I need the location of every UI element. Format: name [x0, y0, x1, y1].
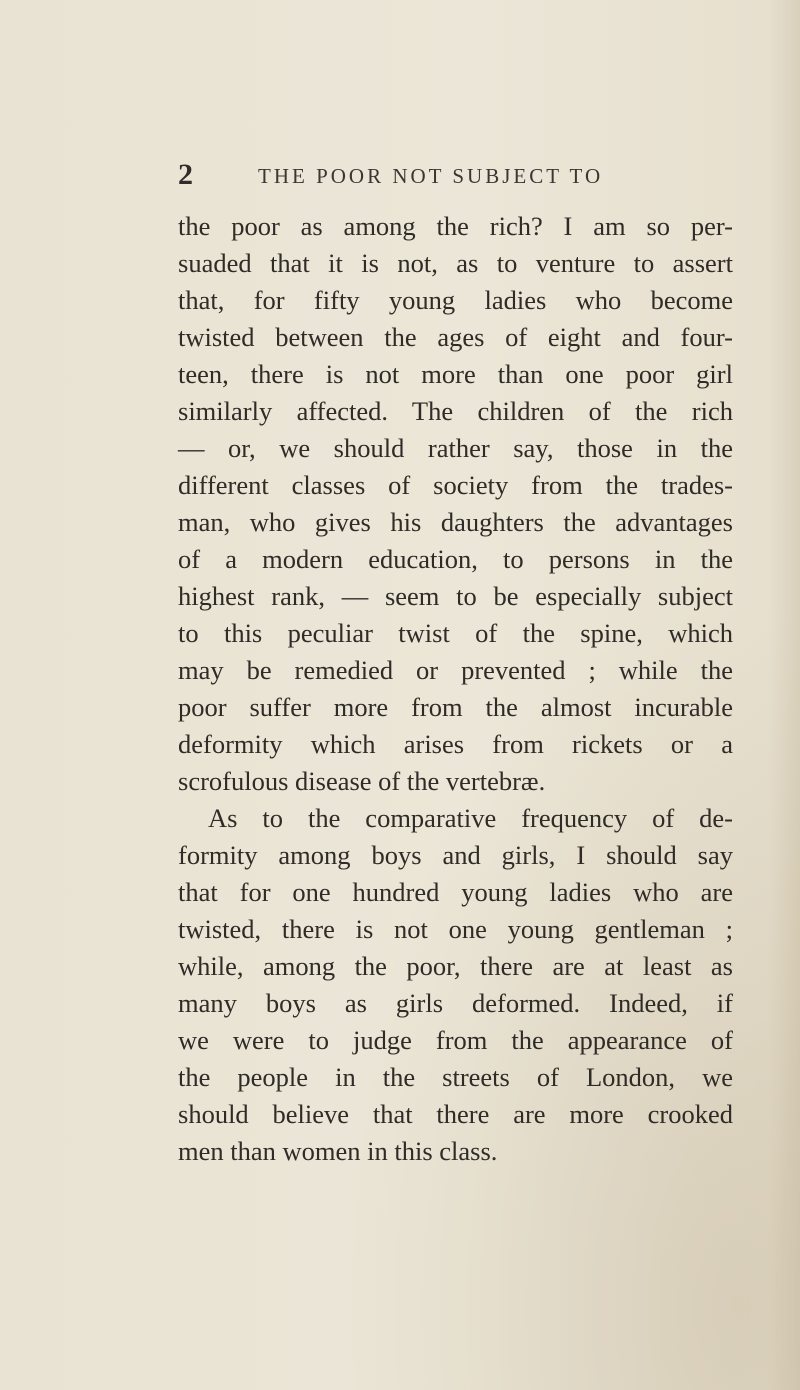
- text-line: deformity which arises from rickets or a: [178, 729, 733, 759]
- text-line: should believe that there are more crooked: [178, 1099, 733, 1129]
- text-line: many boys as girls deformed. Indeed, if: [178, 988, 733, 1018]
- running-head: THE POOR NOT SUBJECT TO: [258, 164, 604, 188]
- text-line: — or, we should rather say, those in the: [178, 433, 733, 463]
- text-line: highest rank, — seem to be especially subject: [178, 581, 733, 611]
- text-line: the poor as among the rich? I am so per-: [178, 211, 733, 241]
- text-line: we were to judge from the appearance of: [178, 1025, 733, 1055]
- text-line: twisted, there is not one young gentleman ;: [178, 914, 733, 944]
- text-line: different classes of society from the trades-: [178, 470, 733, 500]
- text-line: man, who gives his daughters the advantages: [178, 507, 733, 537]
- paragraph-start-line: As to the comparative frequency of de-: [208, 803, 733, 833]
- text-line: while, among the poor, there are at least as: [178, 951, 733, 981]
- text-line: of a modern education, to persons in the: [178, 544, 733, 574]
- text-line: that for one hundred young ladies who are: [178, 877, 733, 907]
- text-line: teen, there is not more than one poor girl: [178, 359, 733, 389]
- paragraph-end-line: men than women in this class.: [178, 1136, 498, 1166]
- page-number: 2: [178, 158, 193, 191]
- text-line: suaded that it is not, as to venture to assert: [178, 248, 733, 278]
- text-line: to this peculiar twist of the spine, which: [178, 618, 733, 648]
- text-line: may be remedied or prevented ; while the: [178, 655, 733, 685]
- text-line: poor suffer more from the almost incurable: [178, 692, 733, 722]
- body-text: [178, 208, 733, 1170]
- text-line: formity among boys and girls, I should say: [178, 840, 733, 870]
- text-line: the people in the streets of London, we: [178, 1062, 733, 1092]
- text-line: that, for fifty young ladies who become: [178, 285, 733, 315]
- text-line: similarly affected. The children of the rich: [178, 396, 733, 426]
- text-line: twisted between the ages of eight and four-: [178, 322, 733, 352]
- paragraph-end-line: scrofulous disease of the vertebræ.: [178, 766, 546, 796]
